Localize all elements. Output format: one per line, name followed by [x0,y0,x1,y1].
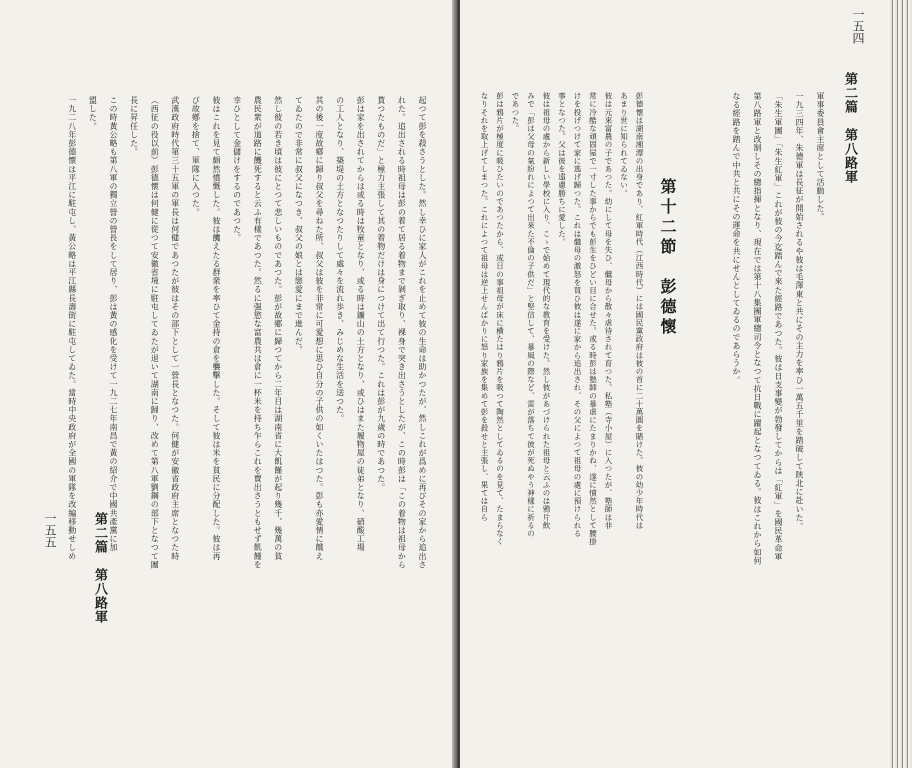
text-line: なりそれを取上げてしまつた。これによつて祖母は逆上せんばかりに怒り家族を集めて彭を殺せと主張し、果ては自ら [480,92,489,522]
text-line: れた。追出される時祖母は彭の着て居る着物まで剝ぎ取り、裸身で突き出さうとしたが、この時彭は「この着物は祖母から [397,96,407,569]
text-line: 其の後一度故鄕に歸り叔父を尋ねた所、叔父は彼を非常に可愛想に思ひ自分の子供の如くいたはつた。彭も亦愛情に餓え [315,96,324,561]
text-line: この時黃公略も第八軍の獨立營の營長をして居り、彭は黃の感化を受けて一九二七年南昌で黃の紹介で中國共產黨に加 [109,96,118,552]
text-line: 「朱生軍團」「朱生紅軍」これが彼の今迄踏んで來た經路であつた。彼は日支事變が勃發してからは「紅軍」を國民革命軍 [774,92,783,561]
text-line: 一九三四年、朱德軍は長征が開始されるや彼は毛澤東と共にその主力を率ひ一萬五千里を踏破して陝北に赴いた。 [795,92,804,531]
text-line: び故鄕を捨て、軍隊に入つた。 [191,96,201,217]
text-line: 貰つたものだ」と極力主張して其の着物だけは身につけて出て行つた。これは彭が九歲の時であつた。 [376,96,386,492]
text-line: 常に冷酷な頑固屋で一寸した事からでも彭生をひどい目に合せた。或る時彭は塾師の暴虐にたまりかね、遂に憤然として腰掛 [588,92,598,546]
text-line: 彭は鴉片が極度に吸ひたいのであつたから、或日の事祖母が床に横たはり鴉片を吸つて陶然としてゐるのを見て、たまらなく [495,92,505,546]
text-line: 彭は家を出されてからは或る時は牧童となり、或る時は鑛山の土方となり、或ひはまた履物屋の徒弟となり、硝酸工場 [356,96,366,552]
text-line: 然し彼の若き頃は彼にとつて悲しいものであつた。彭が故鄕に歸つてから二年目は湖南省に大飢饉が起り幾千、幾萬の貧 [273,96,283,561]
left-running-head: 第二篇 第八路軍 [92,512,107,624]
right-page-number: 一五四 [851,8,865,44]
text-line: 事となつた。父は彼を遠慮勝ちに愛した。 [557,92,567,246]
text-line: の工人となり、築堤の土方となつたりして處々を流れ歩き、みじめな生活を送つた。 [335,96,345,423]
text-line: 長に昇任した。 [129,96,139,157]
section-title: 第十二節 彭德懷 [658,178,677,338]
text-line: なる經路を踏んで中共と共にその運命を共にせんとしてゐるのであらうか。 [732,92,741,385]
text-line: 農民衆が道路に饑死すると云ふ有樣であつた。然るに强慾な富農共は倉に一杯米を持ち乍らこれを賣出さうともせず飢饉を [253,96,263,569]
text-line: であつた。 [511,92,520,133]
text-line: 彼はこれを見て頗然憤慨した。彼は饑えたる群衆を率ひて金持の倉を襲擊した。そして彼は米を貧民に分配した。彼は再 [212,96,221,561]
text-line: 彭德懷は湖南湘潭の出身であり、紅軍時代（江西時代）には國民黨政府は彼の首に二十萬圓を賭けた。彼の幼少年時代は [635,92,644,530]
text-line: けを投げつけて家に逃げ歸つた。これは繼母の激怒を買ひ彼は遂に家から追出され、その父によつて祖母の處に預けられる [573,92,582,538]
text-line: 武漢政府時代第三十五軍の軍長は何健であつたが彼はその部下として一營長となつた。何健が安徽省政府主席となつた時 [170,96,180,561]
text-line: 盟した。 [88,96,98,131]
text-line: 第八路軍と改制しその總指揮となり、現在では第十八集團軍總司令となつて抗日戰に躍起となつてゐる。彼はこれから如何 [753,92,762,565]
right-book-page [460,0,912,768]
text-line: 彼は元來富農の子であつた。幼にして母を失ひ、繼母から散々虐待されて育つた。私塾（寺小屋）に入つたが、塾師は非 [604,92,613,530]
right-running-head: 第二篇 第八路軍 [842,72,857,184]
text-line: 幸ひとして金儲けをするのであつた。 [232,96,242,243]
left-page-number: 一五五 [43,512,57,548]
text-line: （西征の役以前）彭德懷は何健に從つて安徽省境に駐屯してゐたが退いて湖南に歸り、改めて第八軍劉鋼の部下となつて團 [150,96,160,569]
text-line: みで「彭は父母の氣紛れによつて出來た不倫の子供だ」と堅信して、暴風の際など、雷が落ちて彼が死ぬやう神樣に祈るの [526,92,536,538]
text-line: 軍事委員會主席として活動した。 [816,92,825,221]
text-line: 起つて彭を殺さうとした。然し幸ひに家人がこれを止めて彼の生命は助かつたが、然しこれが爲めに再びその家から追出さ [418,96,427,569]
page-edge [890,0,912,768]
text-line: 彼は祖母の處から新しい學校に入り、こゝで始めて現代的な教育を受けた。然し彼があづけられた祖母と云ふのは鴉片飲 [542,92,551,530]
text-line: 一九二八年彭德懷は平江に駐屯し、黃公略は平江縣長壽街に駐屯してゐた。當時中央政府が全國の軍隊を改編移動せしめ [67,96,77,561]
text-line: あまり世に知られてゐない。 [619,92,629,198]
text-line: てゐたので非常に叔父になつき、叔父の娘とは戀愛にまで進んだ。 [294,96,304,354]
